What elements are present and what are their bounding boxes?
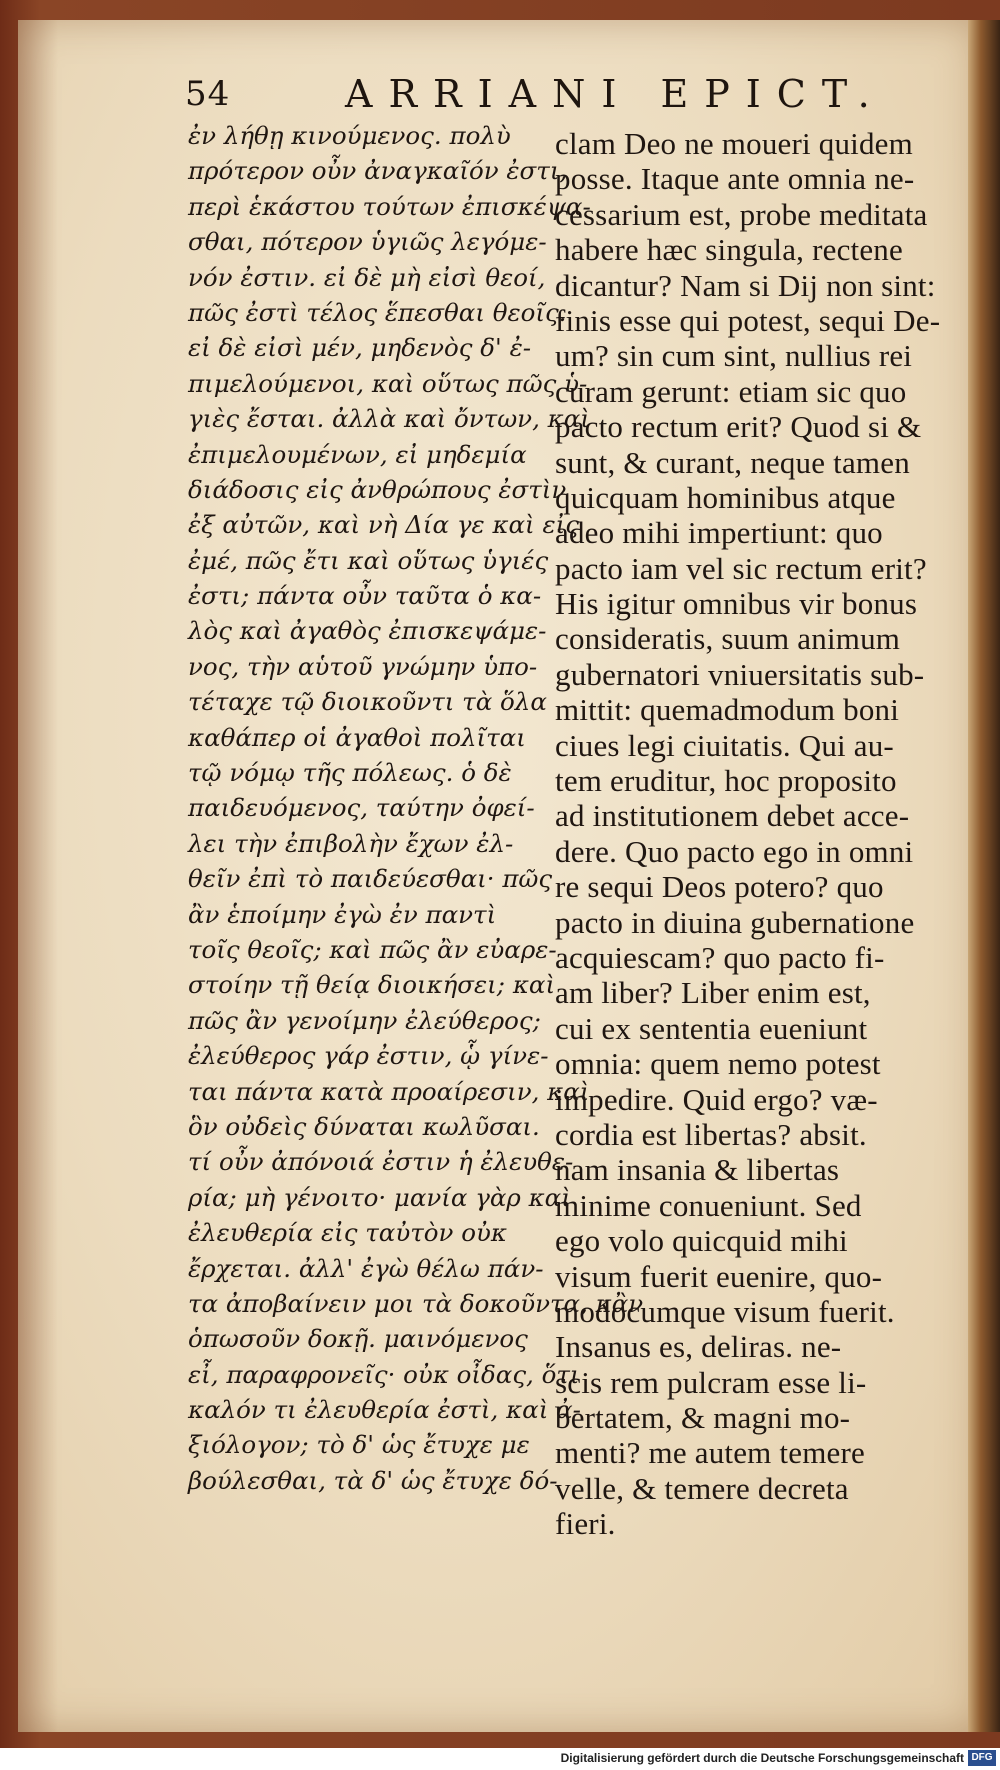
- page-edge: [968, 20, 1000, 1732]
- latin-text-line: fieri.: [555, 1506, 616, 1542]
- greek-text-line: παιδευόμενος, ταύτην ὀφεί-: [188, 793, 535, 823]
- running-head: ARRIANI EPICT.: [345, 72, 886, 116]
- footer-credit: Digitalisierung gefördert durch die Deutsche Forschungsgemeinschaft: [560, 1751, 964, 1765]
- greek-text-column: [188, 118, 644, 1498]
- greek-text-line: καθάπερ οἱ ἀγαθοὶ πολῖται: [188, 722, 526, 752]
- greek-text-line: ἐλεύθερος γάρ ἐστιν, ᾧ γίνε-: [188, 1041, 549, 1071]
- latin-text-line: pacto iam vel sic rectum erit?: [555, 550, 927, 586]
- greek-text-line: εἰ δὲ εἰσὶ μέν, μηδενὸς δ' ἐ-: [188, 333, 531, 363]
- latin-text-line: tem eruditur, hoc proposito: [555, 763, 897, 799]
- greek-text-line: πιμελούμενοι, καὶ οὕτως πῶς ὑ-: [188, 368, 588, 398]
- latin-text-line: cordia est libertas? absit.: [555, 1116, 867, 1152]
- latin-text-line: His igitur omnibus vir bonus: [555, 586, 918, 622]
- latin-text-line: pacto rectum erit? Quod si &: [555, 409, 922, 445]
- greek-text-line: περὶ ἑκάστου τούτων ἐπισκέψα-: [188, 191, 591, 221]
- latin-text-line: sunt, & curant, neque tamen: [555, 444, 910, 480]
- latin-text-line: finis esse qui potest, sequi De-: [555, 302, 941, 338]
- latin-text-line: posse. Itaque ante omnia ne-: [555, 161, 915, 197]
- latin-text-line: am liber? Liber enim est,: [555, 975, 871, 1011]
- latin-text-line: mittit: quemadmodum boni: [555, 692, 900, 728]
- greek-text-line: ἐξ αὐτῶν, καὶ νὴ Δία γε καὶ εἰς: [188, 510, 579, 540]
- greek-text-line: ἐμέ, πῶς ἔτι καὶ οὕτως ὑγιές: [188, 545, 549, 575]
- greek-text-line: τοῖς θεοῖς; καὶ πῶς ἂν εὐαρε-: [188, 934, 557, 964]
- greek-text-line: λει τὴν ἐπιβολὴν ἔχων ἐλ-: [188, 828, 514, 858]
- latin-text-line: visum fuerit euenire, quo-: [555, 1258, 883, 1294]
- latin-text-line: omnia: quem nemo potest: [555, 1046, 881, 1082]
- latin-text-line: dicantur? Nam si Dij non sint:: [555, 267, 936, 303]
- latin-text-line: modocumque visum fuerit.: [555, 1293, 895, 1329]
- greek-text-line: πρότερον οὖν ἀναγκαῖόν ἐστι,: [188, 156, 568, 186]
- latin-text-line: nam insania & libertas: [555, 1152, 840, 1188]
- greek-text-line: τα ἀποβαίνειν μοι τὰ δοκοῦντα, κἂν: [188, 1288, 644, 1318]
- latin-text-line: acquiescam? quo pacto fi-: [555, 939, 885, 975]
- latin-text-line: menti? me autem temere: [555, 1435, 865, 1471]
- latin-text-line: curam gerunt: etiam sic quo: [555, 373, 907, 409]
- dfg-logo: DFG: [968, 1750, 996, 1766]
- latin-text-line: scis rem pulcram esse li-: [555, 1364, 867, 1400]
- greek-text-line: ται πάντα κατὰ προαίρεσιν, καὶ: [188, 1076, 590, 1106]
- latin-text-line: habere hæc singula, rectene: [555, 232, 903, 268]
- greek-text-line: καλόν τι ἐλευθερία ἐστὶ, καὶ ἀ-: [188, 1395, 581, 1425]
- latin-text-line: ego volo quicquid mihi: [555, 1223, 848, 1259]
- greek-text-line: πῶς ἐστὶ τέλος ἕπεσθαι θεοῖς.: [188, 297, 567, 327]
- greek-text-line: τέταχε τῷ διοικοῦντι τὰ ὅλα: [188, 687, 547, 717]
- page-header: [185, 72, 965, 122]
- greek-text-line: στοίην τῇ θείᾳ διοικήσει; καὶ: [188, 970, 556, 1000]
- greek-text-line: σθαι, πότερον ὑγιῶς λεγόμε-: [188, 227, 547, 257]
- greek-text-line: πῶς ἂν γενοίμην ἐλεύθερος;: [188, 1005, 541, 1035]
- greek-text-line: ὁπωσοῦν δοκῇ. μαινόμενος: [188, 1324, 528, 1354]
- greek-text-line: τῷ νόμῳ τῆς πόλεως. ὁ δὲ: [188, 758, 512, 788]
- latin-text-line: impedire. Quid ergo? væ-: [555, 1081, 878, 1117]
- latin-text-line: Insanus es, deliras. ne-: [555, 1329, 842, 1365]
- latin-text-line: bertatem, & magni mo-: [555, 1400, 851, 1436]
- latin-text-line: ad institutionem debet acce-: [555, 798, 910, 834]
- greek-text-line: ἐλευθερία εἰς ταὐτὸν οὐκ: [188, 1218, 507, 1248]
- greek-text-line: ξιόλογον; τὸ δ' ὡς ἔτυχε με: [188, 1430, 530, 1460]
- latin-text-line: quicquam hominibus atque: [555, 479, 896, 515]
- latin-text-column: [555, 126, 955, 1542]
- latin-text-line: clam Deo ne moueri quidem: [555, 126, 913, 161]
- greek-text-line: ἂν ἑποίμην ἐγὼ ἐν παντὶ: [188, 899, 497, 929]
- greek-text-line: διάδοσις εἰς ἀνθρώπους ἐστὶν: [188, 474, 567, 504]
- latin-text-line: ciues legi ciuitatis. Qui au-: [555, 727, 894, 763]
- latin-text-line: dere. Quo pacto ego in omni: [555, 833, 914, 869]
- greek-text-line: γιὲς ἔσται. ἀλλὰ καὶ ὄντων, καὶ: [188, 404, 590, 434]
- latin-text-line: consideratis, suum animum: [555, 621, 901, 657]
- greek-text-line: εἶ, παραφρονεῖς· οὐκ οἶδας, ὅτι: [188, 1359, 580, 1389]
- greek-text-line: λὸς καὶ ἀγαθὸς ἐπισκεψάμε-: [188, 616, 547, 646]
- latin-text-line: cui ex sententia eueniunt: [555, 1010, 868, 1046]
- greek-text-line: ρία; μὴ γένοιτο· μανία γὰρ καὶ: [188, 1182, 571, 1212]
- greek-text-line: ὃν οὐδεὶς δύναται κωλῦσαι.: [188, 1111, 540, 1141]
- greek-text-line: ἐστι; πάντα οὖν ταῦτα ὁ κα-: [188, 581, 542, 611]
- page-number: 54: [185, 74, 231, 114]
- latin-text-line: um? sin cum sint, nullius rei: [555, 338, 913, 374]
- greek-text-line: ἐπιμελουμένων, εἰ μηδεμία: [188, 439, 527, 469]
- greek-text-line: νόν ἐστιν. εἰ δὲ μὴ εἰσὶ θεοί,: [188, 262, 546, 292]
- greek-text-line: βούλεσθαι, τὰ δ' ὡς ἔτυχε δό-: [188, 1465, 558, 1495]
- greek-text-line: τί οὖν ἀπόνοιά ἐστιν ἡ ἐλευθε-: [188, 1147, 574, 1177]
- digitization-footer: [0, 1748, 1000, 1770]
- latin-text-line: minime conueniunt. Sed: [555, 1187, 862, 1223]
- latin-text-line: pacto in diuina gubernatione: [555, 904, 915, 940]
- greek-text-line: ἐν λήθῃ κινούμενος. πολὺ: [188, 121, 511, 150]
- latin-text-line: cessarium est, probe meditata: [555, 196, 928, 232]
- greek-text-line: θεῖν ἐπὶ τὸ παιδεύεσθαι· πῶς: [188, 864, 553, 894]
- latin-text-line: re sequi Deos potero? quo: [555, 869, 884, 905]
- latin-text-line: velle, & temere decreta: [555, 1470, 849, 1506]
- latin-text-line: adeo mihi impertiunt: quo: [555, 515, 883, 551]
- greek-text-line: ἔρχεται. ἀλλ' ἐγὼ θέλω πάν-: [188, 1253, 544, 1283]
- latin-text-line: gubernatori vniuersitatis sub-: [555, 656, 925, 692]
- greek-text-line: νος, τὴν αὑτοῦ γνώμην ὑπο-: [188, 651, 538, 681]
- page-gutter-shadow: [18, 20, 58, 1732]
